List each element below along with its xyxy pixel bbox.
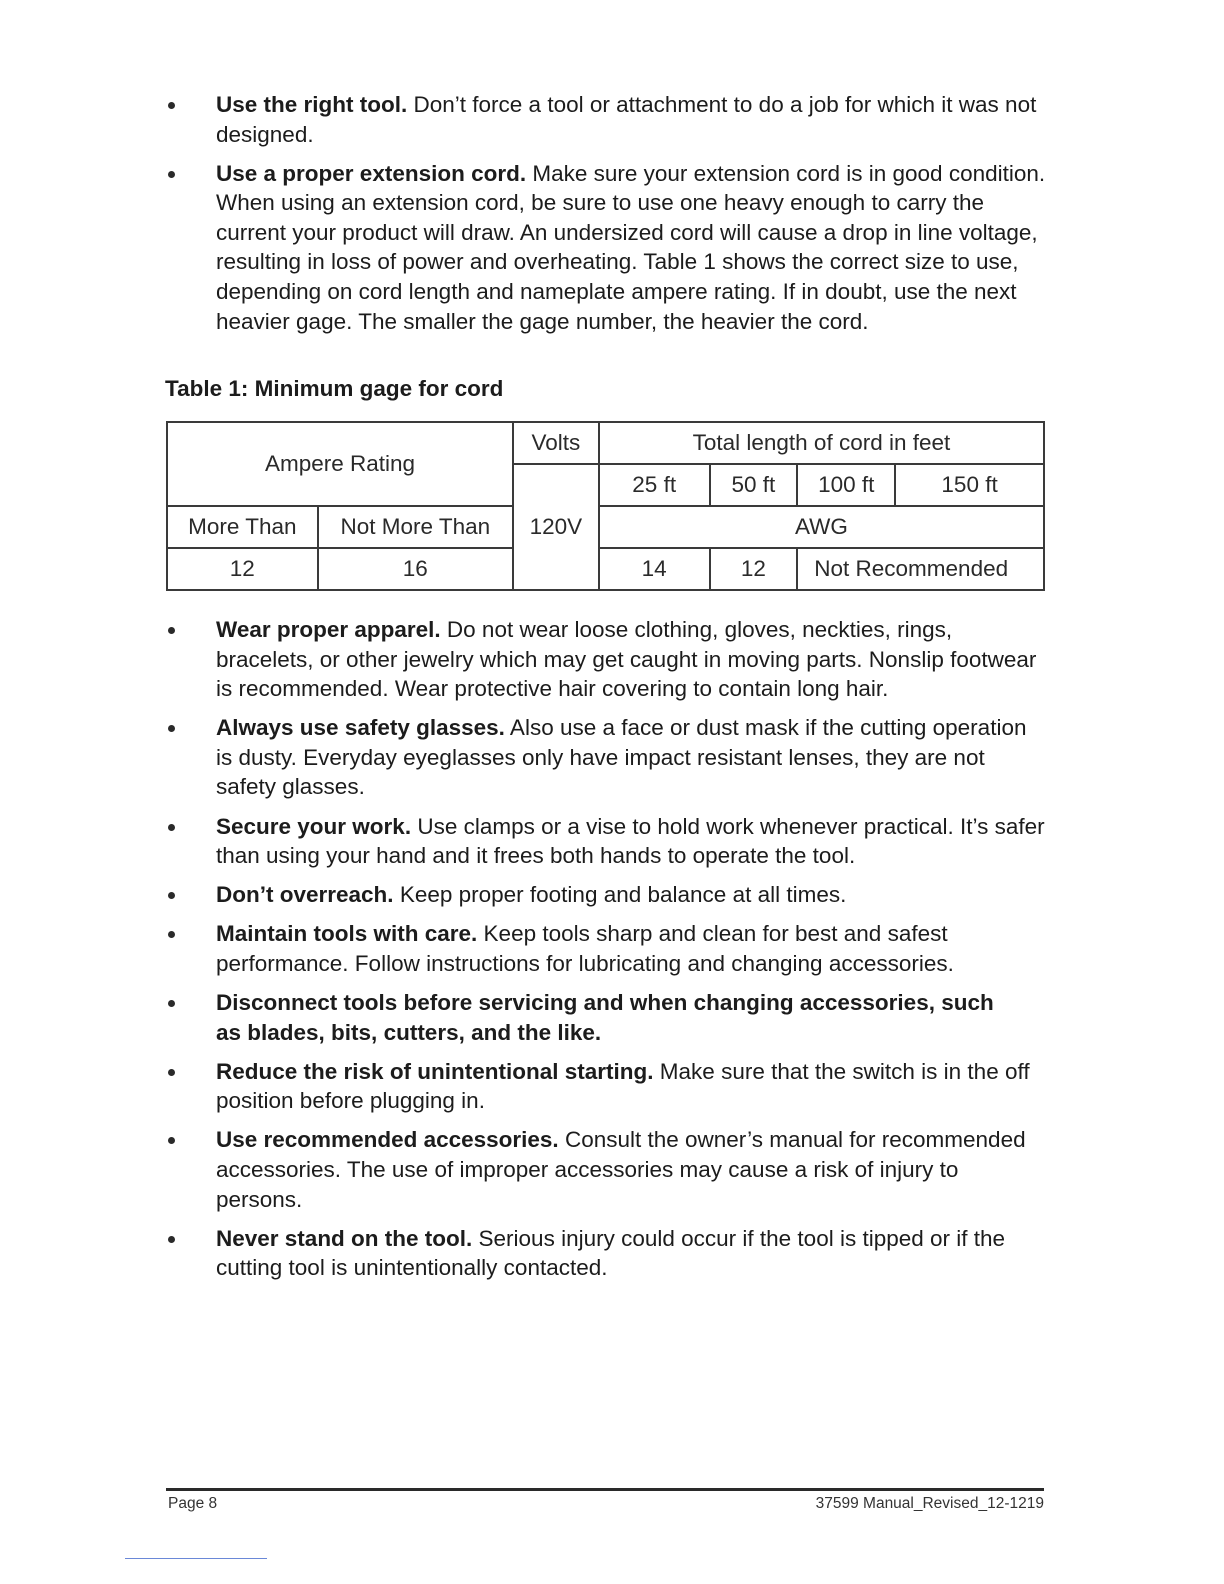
list-item — [165, 159, 1051, 337]
bullet-icon — [168, 1000, 175, 1007]
bullet-icon — [168, 171, 175, 178]
item-text: Use clamps or a vise to hold work whenever practical. It’s safer than using your hand and it frees both hands to operate the tool. — [216, 813, 1045, 869]
cell-gage-50: 12 — [710, 548, 798, 590]
header-length-25: 25 ft — [599, 464, 710, 506]
header-length-100: 100 ft — [797, 464, 895, 506]
header-total-length: Total length of cord in feet — [599, 422, 1044, 464]
header-not-more-than: Not More Than — [318, 506, 513, 548]
list-item — [165, 713, 1046, 802]
document-id: 37599 Manual_Revised_12-1219 — [815, 1495, 1044, 1512]
table-caption-title: : Minimum gage for cord — [240, 376, 504, 401]
table-caption-label: Table 1 — [165, 376, 241, 401]
item-lead: Use a proper extension cord. — [216, 160, 527, 186]
item-lead: Always use safety glasses. — [216, 715, 505, 741]
list-item — [165, 1057, 1046, 1116]
list-item — [165, 919, 1016, 978]
cell-gage-25: 14 — [599, 548, 710, 590]
cell-voltage: 120V — [513, 464, 599, 590]
item-lead: Disconnect tools before servicing and when changing accessories, such as blades, bits, cutters, and the like. — [216, 990, 994, 1045]
list-item — [165, 988, 1016, 1047]
item-lead: Maintain tools with care. — [216, 921, 478, 947]
item-text: Keep proper footing and balance at all times. — [393, 882, 847, 908]
footer-rule — [166, 1488, 1044, 1491]
list-item — [165, 1125, 1046, 1214]
header-length-50: 50 ft — [710, 464, 798, 506]
item-lead: Don’t overreach. — [216, 882, 394, 908]
bullet-icon — [168, 931, 175, 938]
item-lead: Reduce the risk of unintentional starting. — [216, 1058, 654, 1084]
page-number: Page 8 — [168, 1495, 218, 1512]
item-lead: Use recommended accessories. — [216, 1127, 559, 1153]
bullet-icon — [168, 824, 175, 831]
item-lead: Use the right tool. — [216, 92, 408, 117]
item-text: Also use a face or dust mask if the cutting operation is dusty. Everyday eyeglasses only have impact resistant lenses, they are not safety glasses. — [216, 715, 1027, 800]
item-lead: Never stand on the tool. — [216, 1225, 473, 1251]
header-volts: Volts — [513, 422, 599, 464]
safety-list-bottom — [165, 615, 1045, 1292]
bullet-icon — [168, 1236, 175, 1243]
item-lead: Wear proper apparel. — [216, 617, 441, 642]
item-text: Consult the owner’s manual for recommended accessories. The use of improper accessories may cause a risk of injury to persons. — [216, 1127, 1026, 1212]
header-awg: AWG — [599, 506, 1044, 548]
cell-not-more-than-value: 16 — [318, 548, 513, 590]
list-item — [165, 1224, 1045, 1283]
item-text: Make sure that the switch is in the off position before plugging in. — [216, 1058, 1030, 1114]
item-text: Keep tools sharp and clean for best and safest performance. Follow instructions for lubricating and changing accessories. — [216, 921, 954, 976]
table-caption — [165, 376, 503, 402]
item-text: Do not wear loose clothing, gloves, neckties, rings, bracelets, or other jewelry which may get caught in moving parts. Nonslip footwear is recommended. Wear protective hair covering to contain long hair. — [216, 617, 1037, 702]
list-item — [165, 880, 1045, 910]
list-item — [165, 615, 1045, 704]
cell-more-than-value: 12 — [167, 548, 318, 590]
header-ampere-rating: Ampere Rating — [167, 422, 513, 506]
cord-gage-table — [166, 421, 1045, 591]
safety-list-top — [165, 90, 1045, 346]
bullet-icon — [168, 725, 175, 732]
header-more-than: More Than — [167, 506, 318, 548]
bullet-icon — [168, 102, 175, 109]
scan-mark-line — [125, 1558, 267, 1559]
bullet-icon — [168, 892, 175, 899]
item-lead: Secure your work. — [216, 813, 412, 839]
list-item — [165, 812, 1046, 871]
item-text: Don’t force a tool or attachment to do a job for which it was not designed. — [216, 92, 1037, 147]
cell-gage-not-recommended: Not Recommended — [797, 548, 1044, 590]
bullet-icon — [168, 1069, 175, 1076]
bullet-icon — [168, 1137, 175, 1144]
item-text: Make sure your extension cord is in good condition. When using an extension cord, be sure to use one heavy enough to carry the current your product will draw. An undersized cord will cause a drop in line voltage, resulting in loss of power and overheating. Table 1 shows the correct size to use, depending on cord length and nameplate ampere rating. If in doubt, use the next heavier gage. The smaller the gage number, the heavier the cord. — [216, 160, 1046, 334]
list-item — [165, 90, 1045, 149]
item-text: Serious injury could occur if the tool is tipped or if the cutting tool is unintentionally contacted. — [216, 1225, 1006, 1281]
bullet-icon — [168, 627, 175, 634]
header-length-150: 150 ft — [895, 464, 1044, 506]
